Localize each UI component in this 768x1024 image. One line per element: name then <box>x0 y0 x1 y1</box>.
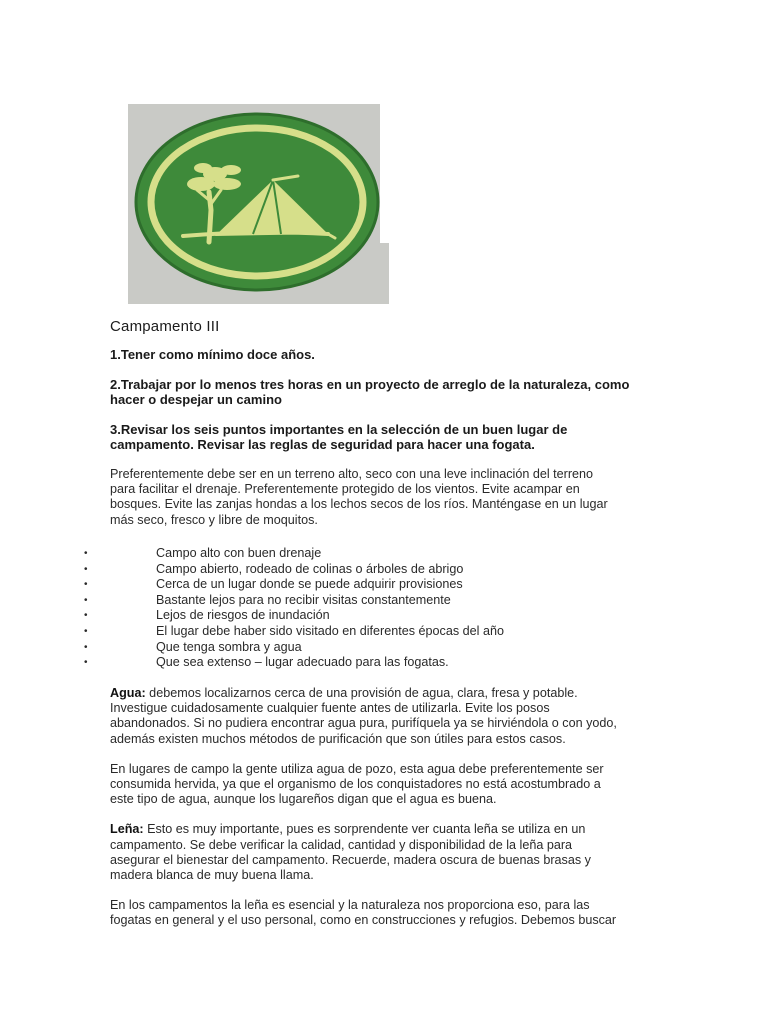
pozo-line-2: consumida hervida, ya que el organismo de los conquistadores no está acostumbrado a <box>110 777 601 792</box>
requirement-1-line-1: 1.Tener como mínimo doce años. <box>110 347 315 362</box>
list-item <box>84 577 644 593</box>
lena-paragraph <box>110 822 666 883</box>
list-item <box>84 546 644 562</box>
document-body-top <box>110 318 666 543</box>
list-item-text: Que sea extenso – lugar adecuado para las fogatas. <box>156 655 449 670</box>
bullet-icon: • <box>84 641 88 653</box>
page-title: Campamento III <box>110 318 220 335</box>
list-item <box>84 624 644 640</box>
lena-line-3: asegurar el bienestar del campamento. Recuerde, madera oscura de buenas brasas y <box>110 852 591 867</box>
intro-line-3: bosques. Evite las zanjas hondas a los lechos secos de los ríos. Manténgase en un lugar <box>110 497 608 512</box>
bullet-icon: • <box>84 625 88 637</box>
badge-patch <box>123 104 393 304</box>
requirement-3 <box>110 422 666 452</box>
intro-line-4: más seco, fresco y libre de moquitos. <box>110 512 318 527</box>
agua-line-2: Investigue cuidadosamente cualquier fuente antes de utilizarla. Evite los posos <box>110 701 550 716</box>
list-item-text: Campo alto con buen drenaje <box>156 546 322 560</box>
final-paragraph <box>110 898 666 928</box>
bullet-icon: • <box>84 657 88 669</box>
final-line-2: fogatas en general y el uso personal, como en construcciones y refugios. Debemos buscar <box>110 913 617 928</box>
lena-line-2: campamento. Se debe verificar la calidad, cantidad y disponibilidad de la leña para <box>110 837 573 852</box>
list-item-text: Lejos de riesgos de inundación <box>156 608 330 623</box>
bullet-icon: • <box>84 610 88 622</box>
intro-line-2: para facilitar el drenaje. Preferentemente protegido de los vientos. Evite acampar en <box>110 482 580 497</box>
lena-line-1-text: Esto es muy importante, pues es sorprendente ver cuanta leña se utiliza en un <box>143 822 586 837</box>
requirement-2-line-2: hacer o despejar un camino <box>110 392 282 407</box>
agua-line-1 <box>110 686 666 701</box>
agua-line-4: además existen muchos métodos de purificación que son útiles para estos casos. <box>110 731 566 746</box>
lena-line-4: madera blanca de muy buena llama. <box>110 868 314 883</box>
requirement-3-line-1: 3.Revisar los seis puntos importantes en la selección de un buen lugar de <box>110 422 568 437</box>
pozo-line-1: En lugares de campo la gente utiliza agua de pozo, esta agua debe preferentemente ser <box>110 761 604 776</box>
bullet-icon: • <box>84 563 88 575</box>
pozo-paragraph <box>110 762 666 808</box>
bullet-icon: • <box>84 579 88 591</box>
requirement-2-line-1: 2.Trabajar por lo menos tres horas en un proyecto de arreglo de la naturaleza, como <box>110 377 630 392</box>
campamento-badge-image <box>123 104 393 304</box>
document-body-bottom <box>110 686 666 944</box>
list-item-text: Que tenga sombra y agua <box>156 639 302 654</box>
lena-line-1 <box>110 822 666 837</box>
intro-line-1: Preferentemente debe ser en un terreno alto, seco con una leve inclinación del terreno <box>110 467 594 481</box>
agua-line-1-text: debemos localizarnos cerca de una provisión de agua, clara, fresa y potable. <box>145 686 578 700</box>
pozo-line-3: este tipo de agua, aunque los lugareños digan que el agua es buena. <box>110 792 497 807</box>
list-item <box>84 593 644 609</box>
agua-paragraph <box>110 686 666 747</box>
requirement-1 <box>110 347 666 362</box>
requirement-3-line-2: campamento. Revisar las reglas de seguridad para hacer una fogata. <box>110 437 535 452</box>
list-item-text: El lugar debe haber sido visitado en diferentes épocas del año <box>156 623 504 638</box>
list-item-text: Bastante lejos para no recibir visitas constantemente <box>156 592 451 607</box>
intro-paragraph <box>110 467 666 528</box>
lena-label: Leña: <box>110 822 144 837</box>
bullet-icon: • <box>84 548 88 559</box>
list-item-text: Cerca de un lugar donde se puede adquirir provisiones <box>156 577 463 592</box>
bullet-icon: • <box>84 594 88 606</box>
agua-label: Agua: <box>110 686 146 700</box>
final-line-1: En los campamentos la leña es esencial y la naturaleza nos proporciona eso, para las <box>110 898 590 913</box>
list-item-text: Campo abierto, rodeado de colinas o árboles de abrigo <box>156 561 464 576</box>
site-criteria-list <box>84 546 644 671</box>
list-item <box>84 562 644 578</box>
list-item <box>84 608 644 624</box>
requirement-2 <box>110 377 666 407</box>
list-item <box>84 655 644 671</box>
agua-line-3: abandonados. Si no pudiera encontrar agua pura, purifíquela ya se hirviéndola o con yodo, <box>110 716 617 731</box>
list-item <box>84 640 644 656</box>
